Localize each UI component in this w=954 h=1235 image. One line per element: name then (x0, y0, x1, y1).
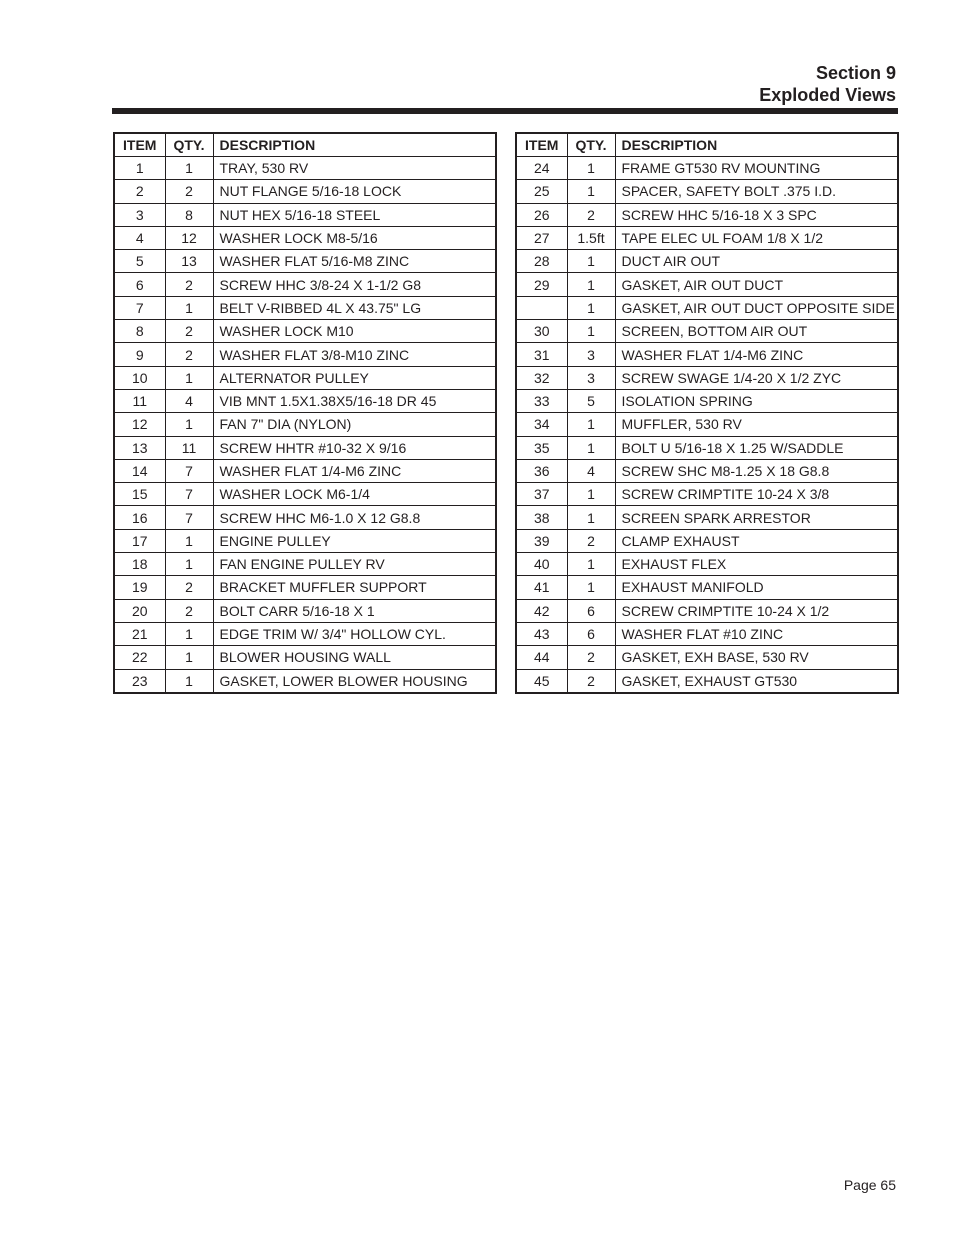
table-row (516, 389, 898, 412)
table-row (114, 599, 496, 622)
table-row (516, 273, 898, 296)
parts-table-left (113, 132, 497, 694)
item-number-cell: 44 (516, 646, 567, 669)
description-cell: SCREW SWAGE 1/4-20 X 1/2 ZYC (615, 366, 898, 389)
description-cell: GASKET, EXH BASE, 530 RV (615, 646, 898, 669)
item-number-cell: 12 (114, 413, 165, 436)
table-row (114, 320, 496, 343)
description-cell: WASHER LOCK M10 (213, 320, 496, 343)
item-number-cell: 35 (516, 436, 567, 459)
table-row (516, 157, 898, 180)
description-cell: EXHAUST MANIFOLD (615, 576, 898, 599)
quantity-cell: 1 (567, 483, 615, 506)
table-row (114, 180, 496, 203)
table-row (114, 622, 496, 645)
description-cell: TAPE ELEC UL FOAM 1/8 X 1/2 (615, 226, 898, 249)
item-number-cell: 3 (114, 203, 165, 226)
item-number-cell: 26 (516, 203, 567, 226)
table-row (516, 180, 898, 203)
description-cell: BELT V-RIBBED 4L X 43.75" LG (213, 296, 496, 319)
item-number-cell: 32 (516, 366, 567, 389)
table-row (114, 273, 496, 296)
parts-table-right (515, 132, 899, 694)
quantity-cell: 1 (567, 506, 615, 529)
column-header-qty: QTY. (567, 133, 615, 157)
item-number-cell: 30 (516, 320, 567, 343)
quantity-cell: 2 (165, 343, 213, 366)
column-header-description: DESCRIPTION (615, 133, 898, 157)
table-row (516, 483, 898, 506)
description-cell: WASHER FLAT 5/16-M8 ZINC (213, 250, 496, 273)
quantity-cell: 7 (165, 459, 213, 482)
table-row (516, 226, 898, 249)
table-header-row (114, 133, 496, 157)
quantity-cell: 7 (165, 483, 213, 506)
item-number-cell: 27 (516, 226, 567, 249)
column-header-qty: QTY. (165, 133, 213, 157)
item-number-cell: 11 (114, 389, 165, 412)
table-row (114, 669, 496, 693)
description-cell: ALTERNATOR PULLEY (213, 366, 496, 389)
description-cell: SCREW CRIMPTITE 10-24 X 3/8 (615, 483, 898, 506)
description-cell: ENGINE PULLEY (213, 529, 496, 552)
item-number-cell: 38 (516, 506, 567, 529)
table-row (114, 483, 496, 506)
item-number-cell: 43 (516, 622, 567, 645)
section-number: Section 9 (815, 63, 896, 83)
item-number-cell: 17 (114, 529, 165, 552)
table-row (114, 459, 496, 482)
description-cell: SCREW HHC 3/8-24 X 1-1/2 G8 (213, 273, 496, 296)
item-number-cell: 2 (114, 180, 165, 203)
quantity-cell: 1 (567, 157, 615, 180)
table-row (114, 506, 496, 529)
quantity-cell: 12 (165, 226, 213, 249)
table-row (114, 226, 496, 249)
description-cell: BLOWER HOUSING WALL (213, 646, 496, 669)
table-row (516, 599, 898, 622)
description-cell: GASKET, AIR OUT DUCT OPPOSITE SIDE (615, 296, 898, 319)
quantity-cell: 1 (567, 320, 615, 343)
item-number-cell: 16 (114, 506, 165, 529)
item-number-cell: 19 (114, 576, 165, 599)
table-row (114, 296, 496, 319)
table-row (516, 646, 898, 669)
item-number-cell: 13 (114, 436, 165, 459)
description-cell: SCREW CRIMPTITE 10-24 X 1/2 (615, 599, 898, 622)
quantity-cell: 1 (165, 622, 213, 645)
description-cell: GASKET, LOWER BLOWER HOUSING (213, 669, 496, 693)
description-cell: SCREW HHC M6-1.0 X 12 G8.8 (213, 506, 496, 529)
table-row (114, 250, 496, 273)
description-cell: NUT HEX 5/16-18 STEEL (213, 203, 496, 226)
quantity-cell: 2 (165, 180, 213, 203)
quantity-cell: 1 (165, 366, 213, 389)
item-number-cell: 29 (516, 273, 567, 296)
table-row (114, 366, 496, 389)
table-row (516, 576, 898, 599)
item-number-cell: 9 (114, 343, 165, 366)
item-number-cell: 40 (516, 553, 567, 576)
description-cell: DUCT AIR OUT (615, 250, 898, 273)
table-row (114, 576, 496, 599)
item-number-cell (516, 296, 567, 319)
description-cell: SCREEN, BOTTOM AIR OUT (615, 320, 898, 343)
description-cell: SCREW SHC M8-1.25 X 18 G8.8 (615, 459, 898, 482)
quantity-cell: 1 (567, 273, 615, 296)
item-number-cell: 25 (516, 180, 567, 203)
quantity-cell: 11 (165, 436, 213, 459)
quantity-cell: 8 (165, 203, 213, 226)
item-number-cell: 39 (516, 529, 567, 552)
table-row (114, 413, 496, 436)
description-cell: BOLT U 5/16-18 X 1.25 W/SADDLE (615, 436, 898, 459)
quantity-cell: 2 (165, 273, 213, 296)
quantity-cell: 2 (567, 203, 615, 226)
quantity-cell: 6 (567, 599, 615, 622)
item-number-cell: 1 (114, 157, 165, 180)
description-cell: BRACKET MUFFLER SUPPORT (213, 576, 496, 599)
quantity-cell: 4 (165, 389, 213, 412)
quantity-cell: 1 (165, 157, 213, 180)
section-header (759, 62, 896, 106)
item-number-cell: 20 (114, 599, 165, 622)
table-row (516, 529, 898, 552)
item-number-cell: 45 (516, 669, 567, 693)
item-number-cell: 34 (516, 413, 567, 436)
quantity-cell: 1 (567, 180, 615, 203)
table-row (516, 622, 898, 645)
quantity-cell: 3 (567, 366, 615, 389)
table-row (114, 203, 496, 226)
item-number-cell: 4 (114, 226, 165, 249)
quantity-cell: 1 (165, 669, 213, 693)
quantity-cell: 6 (567, 622, 615, 645)
table-row (516, 436, 898, 459)
table-row (516, 506, 898, 529)
quantity-cell: 1 (165, 529, 213, 552)
item-number-cell: 37 (516, 483, 567, 506)
section-title: Exploded Views (759, 85, 896, 105)
item-number-cell: 10 (114, 366, 165, 389)
item-number-cell: 22 (114, 646, 165, 669)
item-number-cell: 24 (516, 157, 567, 180)
table-row (114, 389, 496, 412)
table-row (114, 343, 496, 366)
column-header-description: DESCRIPTION (213, 133, 496, 157)
item-number-cell: 41 (516, 576, 567, 599)
quantity-cell: 3 (567, 343, 615, 366)
table-row (516, 459, 898, 482)
description-cell: FRAME GT530 RV MOUNTING (615, 157, 898, 180)
item-number-cell: 5 (114, 250, 165, 273)
table-row (516, 413, 898, 436)
quantity-cell: 2 (567, 529, 615, 552)
item-number-cell: 42 (516, 599, 567, 622)
quantity-cell: 1 (567, 296, 615, 319)
item-number-cell: 36 (516, 459, 567, 482)
quantity-cell: 1 (165, 296, 213, 319)
description-cell: WASHER FLAT #10 ZINC (615, 622, 898, 645)
description-cell: SCREEN SPARK ARRESTOR (615, 506, 898, 529)
column-header-item: ITEM (516, 133, 567, 157)
quantity-cell: 1 (165, 553, 213, 576)
quantity-cell: 2 (165, 320, 213, 343)
table-row (114, 157, 496, 180)
description-cell: FAN ENGINE PULLEY RV (213, 553, 496, 576)
description-cell: TRAY, 530 RV (213, 157, 496, 180)
description-cell: GASKET, EXHAUST GT530 (615, 669, 898, 693)
description-cell: EDGE TRIM W/ 3/4" HOLLOW CYL. (213, 622, 496, 645)
description-cell: GASKET, AIR OUT DUCT (615, 273, 898, 296)
table-row (516, 203, 898, 226)
description-cell: WASHER FLAT 1/4-M6 ZINC (213, 459, 496, 482)
quantity-cell: 2 (165, 576, 213, 599)
quantity-cell: 1 (567, 250, 615, 273)
description-cell: ISOLATION SPRING (615, 389, 898, 412)
item-number-cell: 7 (114, 296, 165, 319)
item-number-cell: 21 (114, 622, 165, 645)
quantity-cell: 2 (567, 669, 615, 693)
description-cell: WASHER FLAT 1/4-M6 ZINC (615, 343, 898, 366)
table-row (114, 436, 496, 459)
item-number-cell: 18 (114, 553, 165, 576)
item-number-cell: 33 (516, 389, 567, 412)
column-header-item: ITEM (114, 133, 165, 157)
quantity-cell: 1 (165, 413, 213, 436)
item-number-cell: 6 (114, 273, 165, 296)
quantity-cell: 1 (165, 646, 213, 669)
description-cell: FAN 7" DIA (NYLON) (213, 413, 496, 436)
quantity-cell: 1 (567, 553, 615, 576)
quantity-cell: 2 (165, 599, 213, 622)
table-row (516, 553, 898, 576)
item-number-cell: 14 (114, 459, 165, 482)
description-cell: EXHAUST FLEX (615, 553, 898, 576)
quantity-cell: 4 (567, 459, 615, 482)
page-number: Page 65 (843, 1177, 896, 1193)
header-rule (112, 108, 898, 114)
description-cell: MUFFLER, 530 RV (615, 413, 898, 436)
description-cell: CLAMP EXHAUST (615, 529, 898, 552)
quantity-cell: 1 (567, 436, 615, 459)
item-number-cell: 8 (114, 320, 165, 343)
description-cell: SCREW HHC 5/16-18 X 3 SPC (615, 203, 898, 226)
item-number-cell: 28 (516, 250, 567, 273)
description-cell: SCREW HHTR #10-32 X 9/16 (213, 436, 496, 459)
item-number-cell: 31 (516, 343, 567, 366)
table-row (114, 529, 496, 552)
table-row (516, 366, 898, 389)
item-number-cell: 15 (114, 483, 165, 506)
quantity-cell: 5 (567, 389, 615, 412)
quantity-cell: 7 (165, 506, 213, 529)
description-cell: VIB MNT 1.5X1.38X5/16-18 DR 45 (213, 389, 496, 412)
quantity-cell: 1 (567, 576, 615, 599)
description-cell: WASHER LOCK M8-5/16 (213, 226, 496, 249)
quantity-cell: 1 (567, 413, 615, 436)
table-row (516, 250, 898, 273)
description-cell: BOLT CARR 5/16-18 X 1 (213, 599, 496, 622)
table-row (114, 646, 496, 669)
quantity-cell: 13 (165, 250, 213, 273)
table-row (516, 669, 898, 693)
quantity-cell: 1.5ft (567, 226, 615, 249)
description-cell: SPACER, SAFETY BOLT .375 I.D. (615, 180, 898, 203)
table-header-row (516, 133, 898, 157)
quantity-cell: 2 (567, 646, 615, 669)
description-cell: NUT FLANGE 5/16-18 LOCK (213, 180, 496, 203)
description-cell: WASHER LOCK M6-1/4 (213, 483, 496, 506)
table-row (114, 553, 496, 576)
item-number-cell: 23 (114, 669, 165, 693)
description-cell: WASHER FLAT 3/8-M10 ZINC (213, 343, 496, 366)
table-row (516, 296, 898, 319)
table-row (516, 320, 898, 343)
table-row (516, 343, 898, 366)
